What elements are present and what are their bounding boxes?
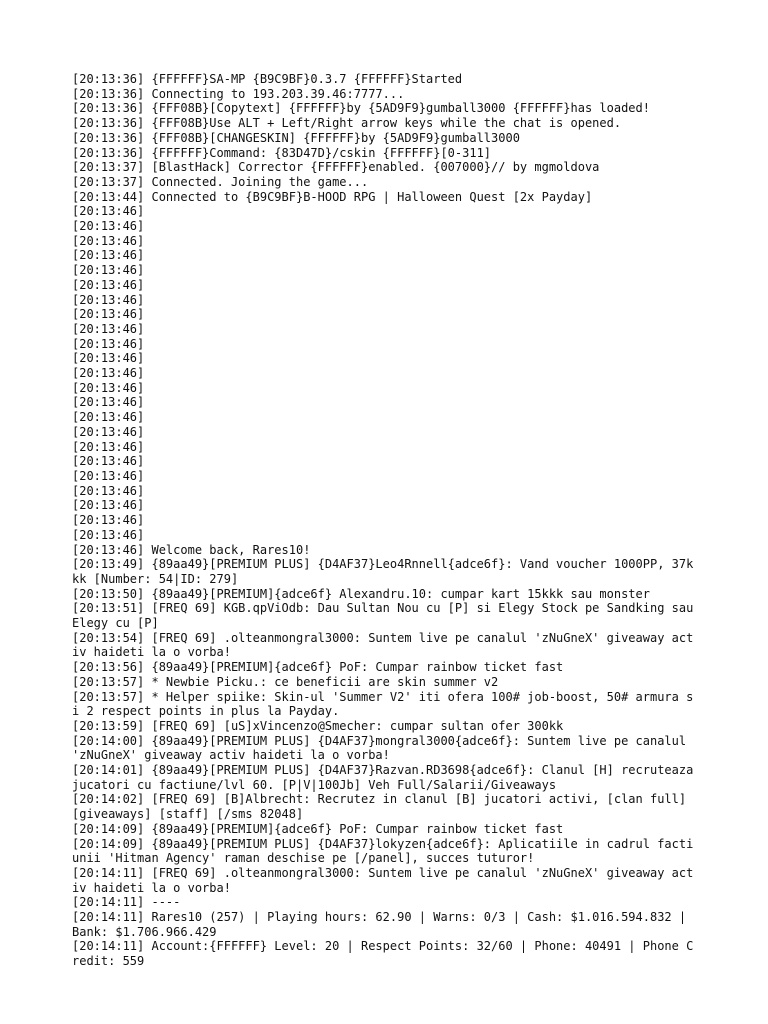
log-line: [20:13:46] xyxy=(72,292,145,307)
log-line: [20:13:46] xyxy=(72,307,145,322)
log-line: [20:13:46] xyxy=(72,277,145,292)
log-line: [20:14:02] [FREQ 69] [B]Albrecht: Recrutez in clanul [B] jucatori activi, [clan full] [giveaways] [staff] [/sms 82048] xyxy=(72,792,694,822)
log-line: [20:13:46] xyxy=(72,204,145,219)
log-line: [20:13:46] Welcome back, Rares10! xyxy=(72,542,311,557)
log-line: [20:14:11] Account:{FFFFFF} Level: 20 | Respect Points: 32/60 | Phone: 40491 | Phone Credit: 559 xyxy=(72,939,694,969)
log-line: [20:13:51] [FREQ 69] KGB.qpViOdb: Dau Sultan Nou cu [P] si Elegy Stock pe Sandking sau Elegy cu [P] xyxy=(72,601,701,631)
log-line: [20:13:36] {FFF08B}[CHANGESKIN] {FFFFFF}by {5AD9F9}gumball3000 xyxy=(72,130,520,145)
log-line: [20:13:46] xyxy=(72,263,145,278)
log-line: [20:13:56] {89aa49}[PREMIUM]{adce6f} PoF: Cumpar rainbow ticket fast xyxy=(72,660,564,675)
log-line: [20:14:11] ---- xyxy=(72,895,181,910)
log-line: [20:13:36] {FFFFFF}Command: {83D47D}/cskin {FFFFFF}[0-311] xyxy=(72,145,492,160)
log-line: [20:13:36] {FFF08B}Use ALT + Left/Right arrow keys while the chat is opened. xyxy=(72,116,622,131)
log-line: [20:13:57] * Helper spiike: Skin-ul 'Summer V2' iti ofera 100# job-boost, 50# armura si 2 respect points in plus la Payday. xyxy=(72,689,694,719)
log-line: [20:13:36] {FFFFFF}SA-MP {B9C9BF}0.3.7 {FFFFFF}Started xyxy=(72,72,463,86)
log-line: [20:13:46] xyxy=(72,351,145,366)
log-line: [20:13:46] xyxy=(72,483,145,498)
log-line: [20:14:11] [FREQ 69] .olteanmongral3000: Suntem live pe canalul 'zNuGneX' giveaway activ haideti la o vorba! xyxy=(72,865,694,895)
log-line: [20:13:46] xyxy=(72,380,145,395)
log-line: [20:14:09] {89aa49}[PREMIUM PLUS] {D4AF37}lokyzen{adce6f}: Aplicatiile in cadrul factiunii 'Hitman Agency' raman deschise pe [/panel], succes tuturor! xyxy=(72,836,694,866)
log-line: [20:13:36] {FFF08B}[Copytext] {FFFFFF}by {5AD9F9}gumball3000 {FFFFFF}has loaded! xyxy=(72,101,650,116)
log-line: [20:13:46] xyxy=(72,498,145,513)
log-line: [20:13:46] xyxy=(72,410,145,425)
log-line: [20:13:46] xyxy=(72,219,145,234)
log-line: [20:13:46] xyxy=(72,395,145,410)
log-line: [20:14:00] {89aa49}[PREMIUM PLUS] {D4AF37}mongral3000{adce6f}: Suntem live pe canalul 'zNuGneX' giveaway activ haideti la o vorba! xyxy=(72,733,694,763)
log-line: [20:13:46] xyxy=(72,439,145,454)
log-line: [20:13:46] xyxy=(72,468,145,483)
log-line: [20:14:09] {89aa49}[PREMIUM]{adce6f} PoF: Cumpar rainbow ticket fast xyxy=(72,821,564,836)
log-line: [20:14:11] Rares10 (257) | Playing hours: 62.90 | Warns: 0/3 | Cash: $1.016.594.832 | Bank: $1.706.966.429 xyxy=(72,910,694,939)
log-line: [20:13:46] xyxy=(72,336,145,351)
log-line: [20:13:44] Connected to {B9C9BF}B-HOOD RPG | Halloween Quest [2x Payday] xyxy=(72,189,593,204)
log-line: [20:13:37] [BlastHack] Corrector {FFFFFF}enabled. {007000}// by mgmoldova xyxy=(72,160,600,175)
log-line: [20:13:46] xyxy=(72,321,145,336)
log-line: [20:13:59] [FREQ 69] [uS]xVincenzo@Smecher: cumpar sultan ofer 300kk xyxy=(72,718,564,733)
log-line: [20:13:46] xyxy=(72,513,145,528)
log-line: [20:13:46] xyxy=(72,527,145,542)
chat-log xyxy=(72,72,701,969)
log-line: [20:13:46] xyxy=(72,424,145,439)
log-line: [20:13:49] {89aa49}[PREMIUM PLUS] {D4AF37}Leo4Rnnell{adce6f}: Vand voucher 1000PP, 37kkk [Number: 54|ID: 279] xyxy=(72,557,694,586)
log-line: [20:13:50] {89aa49}[PREMIUM]{adce6f} Alexandru.10: cumpar kart 15kkk sau monster xyxy=(72,586,650,601)
log-line: [20:13:37] Connected. Joining the game... xyxy=(72,174,369,189)
log-line: [20:13:46] xyxy=(72,233,145,248)
log-line: [20:13:46] xyxy=(72,366,145,381)
log-line: [20:13:54] [FREQ 69] .olteanmongral3000: Suntem live pe canalul 'zNuGneX' giveaway activ haideti la o vorba! xyxy=(72,630,694,660)
log-line: [20:14:01] {89aa49}[PREMIUM PLUS] {D4AF37}Razvan.RD3698{adce6f}: Clanul [H] recruteaza jucatori cu factiune/lvl 60. [P|V|100Jb] Veh Full/Salarii/Giveaways xyxy=(72,763,701,792)
log-line: [20:13:46] xyxy=(72,248,145,263)
log-line: [20:13:57] * Newbie Picku.: ce beneficii are skin summer v2 xyxy=(72,674,499,689)
log-line: [20:13:36] Connecting to 193.203.39.46:7777... xyxy=(72,86,405,101)
log-line: [20:13:46] xyxy=(72,454,145,469)
